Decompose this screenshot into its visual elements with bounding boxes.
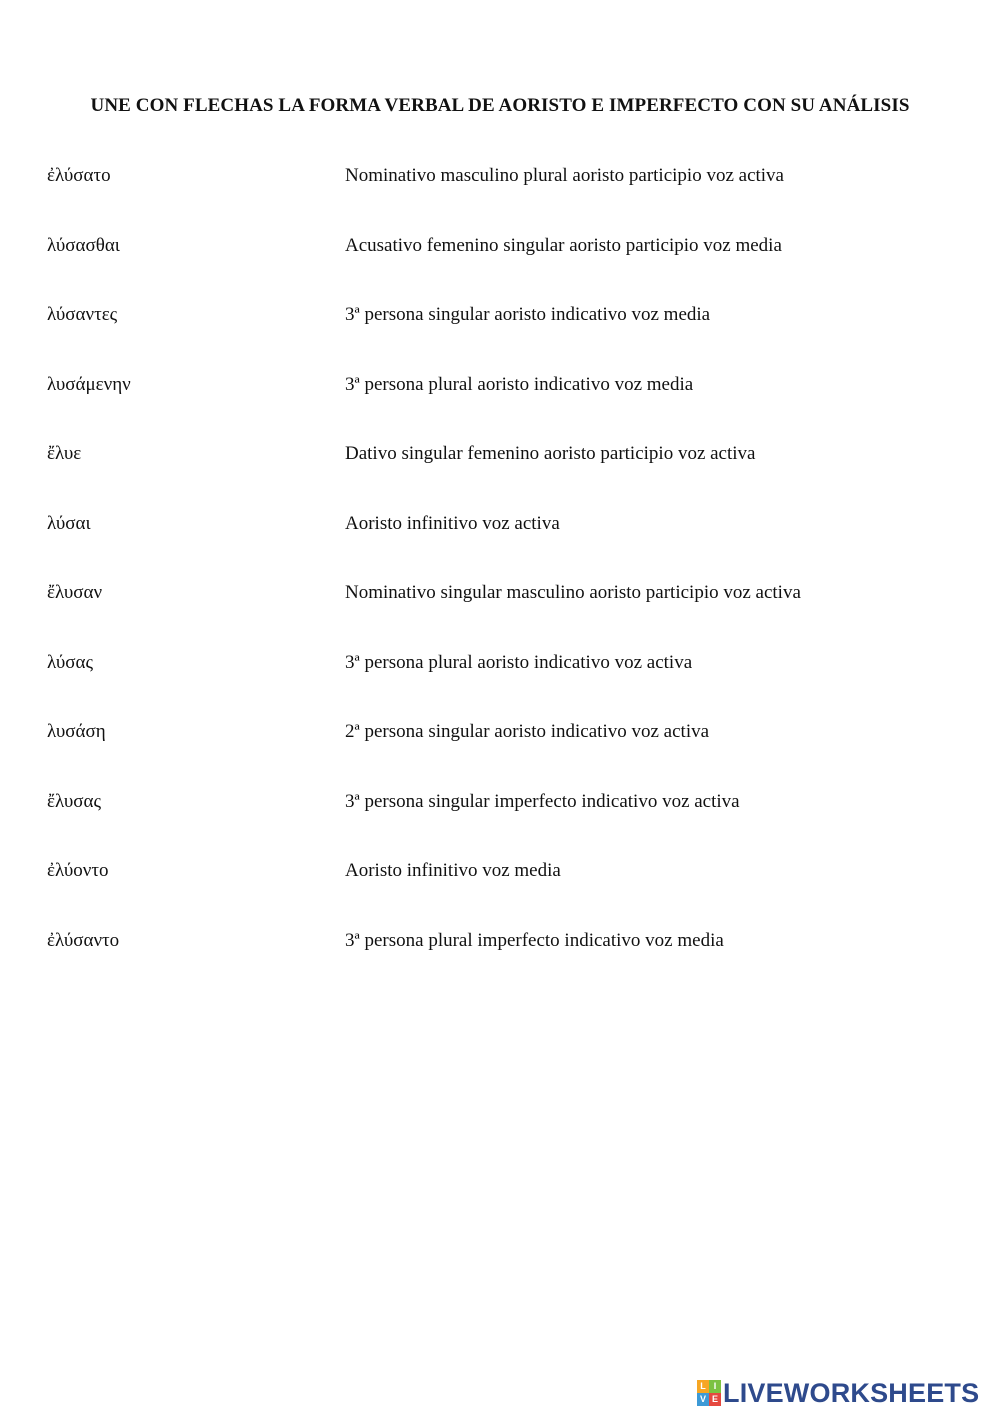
verb-analysis[interactable]: 3ª persona plural aoristo indicativo voz media (345, 374, 694, 395)
verb-form[interactable]: λύσασθαι (47, 235, 120, 256)
verb-form[interactable]: ἔλυσας (47, 791, 101, 812)
list-item (0, 860, 1000, 890)
liveworksheets-brand (697, 1376, 979, 1410)
list-item (0, 582, 1000, 612)
logo-letter: L (697, 1380, 709, 1393)
verb-form[interactable]: ἔλυε (47, 443, 82, 464)
verb-analysis[interactable]: 2ª persona singular aoristo indicativo voz activa (345, 721, 710, 742)
list-item (0, 652, 1000, 682)
verb-analysis[interactable]: Aoristo infinitivo voz media (345, 860, 561, 881)
brand-wordmark: LIVEWORKSHEETS (723, 1377, 980, 1408)
verb-form[interactable]: λύσας (47, 652, 93, 673)
list-item (0, 513, 1000, 543)
list-item (0, 374, 1000, 404)
list-item (0, 721, 1000, 751)
logo-letter: V (697, 1393, 709, 1406)
verb-form[interactable]: λυσάση (47, 721, 106, 742)
verb-form[interactable]: λύσαντες (47, 304, 118, 325)
logo-letter: I (709, 1380, 721, 1393)
verb-analysis[interactable]: Acusativo femenino singular aoristo participio voz media (345, 235, 782, 256)
verb-analysis[interactable]: Nominativo masculino plural aoristo participio voz activa (345, 165, 784, 186)
logo-letter: E (709, 1393, 721, 1406)
verb-analysis[interactable]: Aoristo infinitivo voz activa (345, 513, 560, 534)
list-item (0, 443, 1000, 473)
list-item (0, 791, 1000, 821)
verb-form[interactable]: λύσαι (47, 513, 91, 534)
verb-analysis[interactable]: 3ª persona singular imperfecto indicativo voz activa (345, 791, 740, 812)
verb-analysis[interactable]: Dativo singular femenino aoristo participio voz activa (345, 443, 756, 464)
verb-form[interactable]: λυσάμενην (47, 374, 131, 395)
liveworksheets-logo-icon (697, 1380, 721, 1406)
verb-form[interactable]: ἔλυσαν (47, 582, 103, 603)
list-item (0, 165, 1000, 195)
verb-form[interactable]: ἐλύσαντο (47, 930, 120, 951)
verb-form[interactable]: ἐλύσατο (47, 165, 111, 186)
verb-analysis[interactable]: 3ª persona plural aoristo indicativo voz activa (345, 652, 693, 673)
verb-analysis[interactable]: 3ª persona singular aoristo indicativo voz media (345, 304, 711, 325)
list-item (0, 304, 1000, 334)
list-item (0, 930, 1000, 960)
verb-form[interactable]: ἐλύοντο (47, 860, 109, 881)
worksheet-title: UNE CON FLECHAS LA FORMA VERBAL DE AORISTO E IMPERFECTO CON SU ANÁLISIS (90, 95, 910, 116)
verb-analysis[interactable]: Nominativo singular masculino aoristo participio voz activa (345, 582, 801, 603)
list-item (0, 235, 1000, 265)
verb-analysis[interactable]: 3ª persona plural imperfecto indicativo voz media (345, 930, 724, 951)
